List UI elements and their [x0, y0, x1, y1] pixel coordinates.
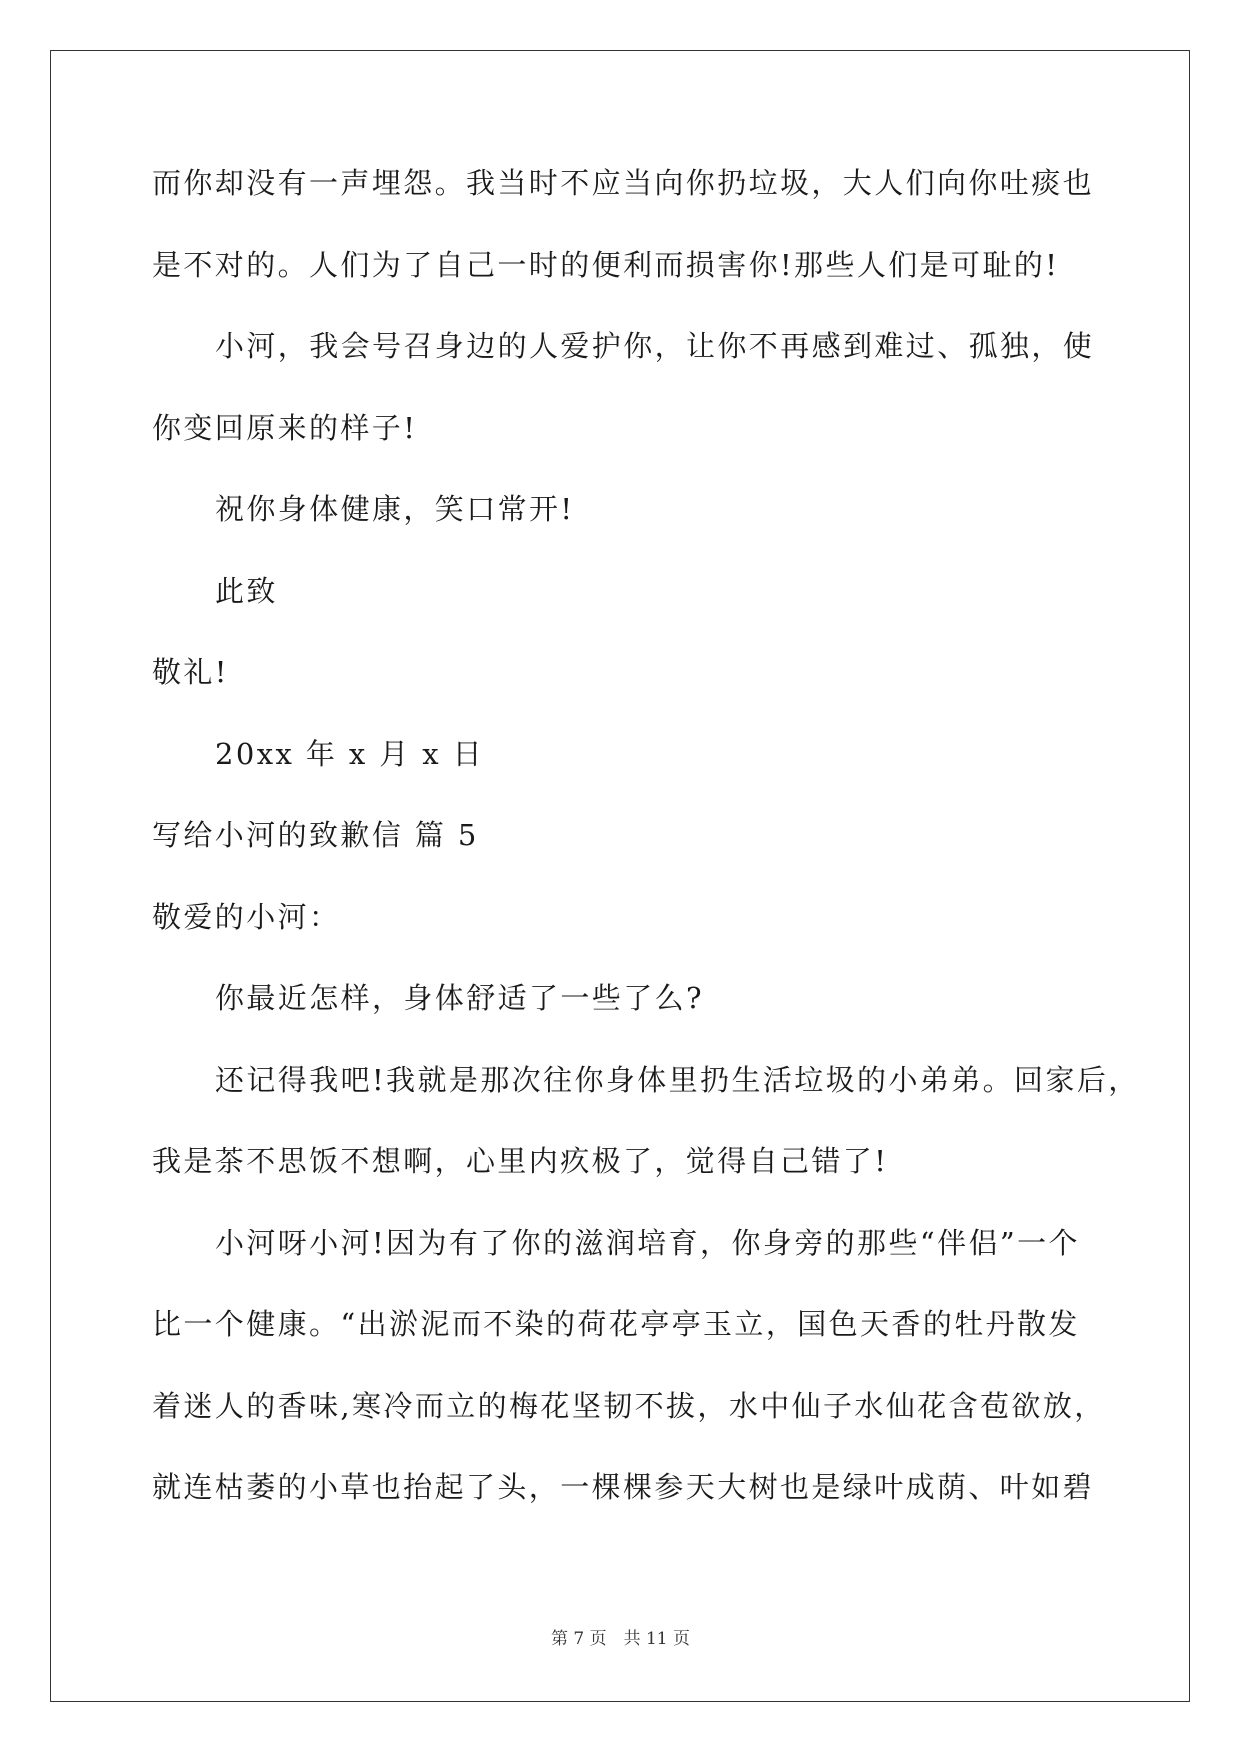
text-line: 比一个健康。“出淤泥而不染的荷花亭亭玉立，国色天香的牡丹散发: [152, 1307, 1080, 1341]
salutation: 敬爱的小河：: [152, 899, 341, 934]
text-line: 小河，我会号召身边的人爱护你，让你不再感到难过、孤独，使: [215, 329, 1095, 363]
text-line: 是不对的。人们为了自己一时的便利而损害你!那些人们是可耻的!: [152, 247, 1060, 282]
text-line: 还记得我吧!我就是那次往你身体里扔生活垃圾的小弟弟。回家后，: [215, 1062, 1140, 1097]
text-line: 小河呀小河!因为有了你的滋润培育，你身旁的那些“伴侣”一个: [215, 1225, 1080, 1260]
page-number-footer: 第 7 页 共 11 页: [550, 1629, 691, 1649]
text-line: 就连枯萎的小草也抬起了头，一棵棵参天大树也是绿叶成荫、叶如碧: [152, 1470, 1095, 1504]
text-line: 你变回原来的样子!: [152, 410, 418, 445]
text-line: 你最近怎样，身体舒适了一些了么?: [215, 981, 704, 1015]
text-line: 而你却没有一声埋怨。我当时不应当向你扔垃圾，大人们向你吐痰也: [152, 166, 1095, 200]
text-line: 祝你身体健康，笑口常开!: [215, 492, 575, 526]
text-line: 此致: [215, 573, 278, 608]
date-line: 20xx 年 x 月 x 日: [215, 736, 485, 771]
text-line: 我是茶不思饭不想啊，心里内疚极了，觉得自己错了!: [152, 1144, 889, 1178]
text-line: 着迷人的香味,寒冷而立的梅花坚韧不拔，水中仙子水仙花含苞欲放，: [152, 1388, 1106, 1423]
text-line: 敬礼!: [152, 655, 229, 689]
document-body: [152, 163, 1140, 1549]
section-heading: 写给小河的致歉信 篇 5: [152, 818, 479, 852]
